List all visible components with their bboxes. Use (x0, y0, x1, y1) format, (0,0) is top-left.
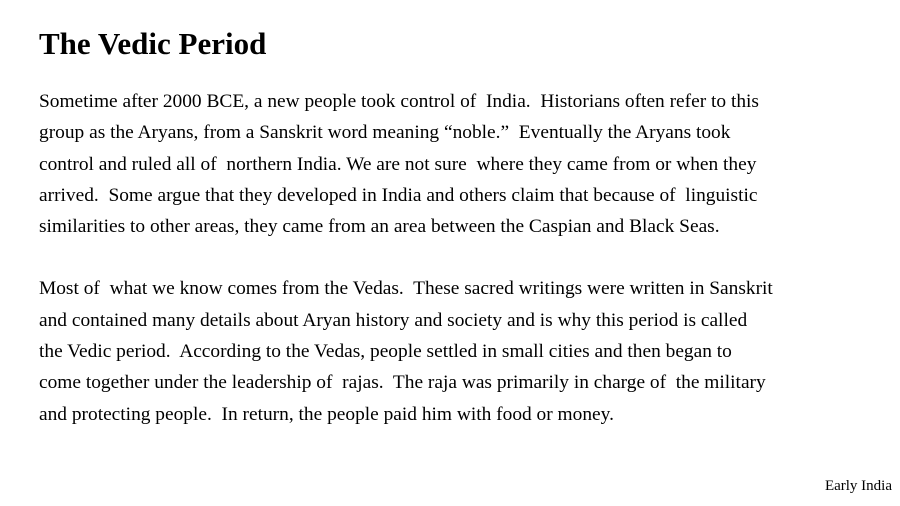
paragraph-line: group as the Aryans, from a Sanskrit word meaning “noble.” Eventually the Aryans took (39, 122, 731, 144)
slide-title: The Vedic Period (39, 26, 267, 61)
paragraph-line: and contained many details about Aryan history and society and is why this period is called (39, 309, 748, 331)
slide-footer: Early India (824, 478, 892, 494)
paragraph-line: similarities to other areas, they came from an area between the Caspian and Black Seas. (39, 216, 720, 238)
paragraph-line: Sometime after 2000 BCE, a new people took control of India. Historians often refer to this (39, 91, 759, 112)
paragraph-line: control and ruled all of northern India. We are not sure where they came from or when they (39, 153, 757, 175)
paragraph-line: arrived. Some argue that they developed in India and others claim that because of linguistic (39, 184, 758, 206)
paragraph-line: the Vedic period. According to the Vedas, people settled in small cities and then began to (39, 341, 732, 363)
paragraph-line: come together under the leadership of rajas. The raja was primarily in charge of the military (39, 372, 766, 394)
paragraph-vedas (39, 273, 879, 429)
paragraph-aryans (39, 86, 879, 242)
paragraph-line: Most of what we know comes from the Vedas. These sacred writings were written in Sanskrit (39, 278, 773, 300)
paragraph-line: and protecting people. In return, the people paid him with food or money. (39, 403, 614, 425)
slide-body (39, 86, 879, 430)
